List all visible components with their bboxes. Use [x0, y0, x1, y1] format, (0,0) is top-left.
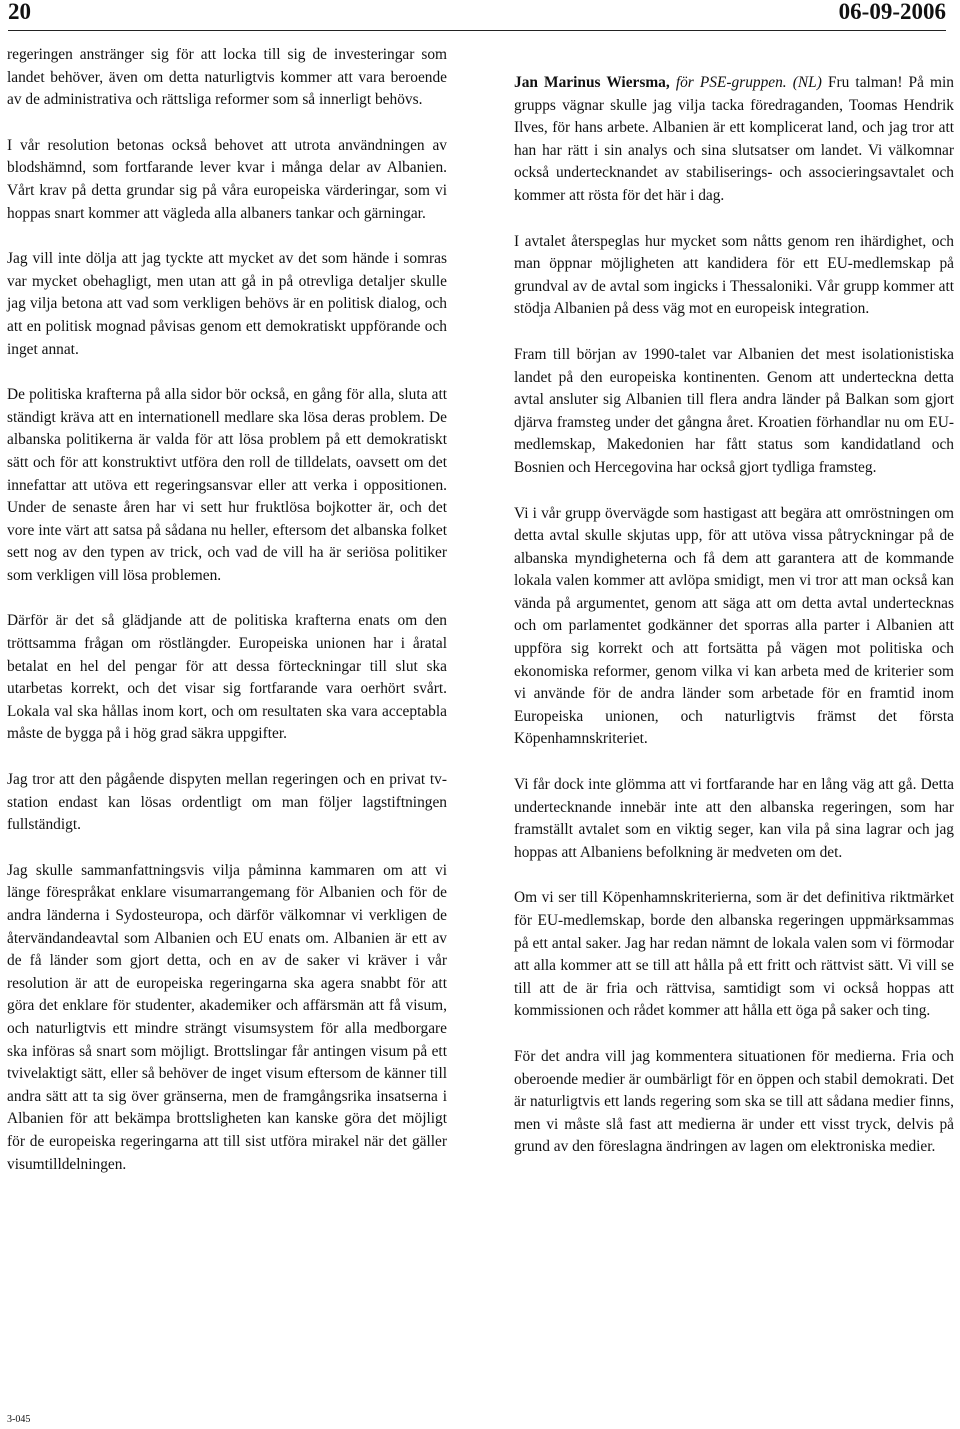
paragraph: I vår resolution betonas också behovet att utrota användningen av blodshämnd, som fortfarande lever kvar i många delar av Albanien. Vårt krav på detta grundar sig på våra europeiska värderingar, som vi hoppas snart kommer att vägleda alla albaners tankar och gärningar.	[7, 136, 447, 222]
paragraph: I avtalet återspeglas hur mycket som nåtts genom ren ihärdighet, och man öppnar möjligheten att kandidera för ett EU-medlemskap på grundval av de avtal som ingicks i Thessaloniki. Vår grupp kommer att stödja Albanien på dess väg mot en europeisk integration.	[514, 232, 954, 318]
paragraph: Om vi ser till Köpenhamnskriterierna, som är det definitiva riktmärket för EU-medlemskap, borde den albanska regeringen uppmärksammas på ett antal saker. Jag har redan nämnt de lokala valen som vi förmodar att alla kommer att se till att hålla på ett fritt och rättvist sätt. Vi vill se till att de är fria och rättvisa, samtidigt som vi också hoppas att kommissionen och rådet kommer att hålla ett öga på saker och ting.	[514, 889, 954, 1020]
paragraph: De politiska krafterna på alla sidor bör också, en gång för alla, sluta att ständigt kräva att en internationell medlare ska lösa deras problem. De albanska politikerna är valda för att lösa problem på ett demokratiskt sätt och för att konstruktivt utföra den roll de tilldelats, oavsett om det innefattar att utöva ett regeringsansvar eller att verka i oppositionen. Under de senaste åren har vi sett hur fruktlösa bojkotter är, och det vore inte värt att satsa på sådana nu heller, eftersom det albanska folket sett nog av den typen av trick, och vad de vill ha är seriösa politiker som verkligen vill lösa problemen.	[7, 386, 447, 584]
paragraph: regeringen anstränger sig för att locka till sig de investeringar som landet behöver, även om detta naturligtvis kommer att vara beroende av de administrativa och rättsliga reformer som så innerligt behövs.	[7, 46, 447, 109]
paragraph: Vi får dock inte glömma att vi fortfarande har en lång väg att gå. Detta undertecknande innebär inte att den albanska regeringen, som har framställt avtalet som en viktig seger, kan vila på sina lagrar och jag hoppas att Albaniens befolkning är medveten om det.	[514, 776, 954, 861]
paragraph: Därför är det så glädjande att de politiska krafterna enats om den tröttsamma frågan om röstlängder. Europeiska unionen har i åratal betalat en hel del pengar för att dessa förteckningar till slut ska utarbetas korrekt, och det visar sig fortfarande vara oerhört svårt. Lokala val ska hållas inom kort, och om resultaten ska vara acceptabla måste de bygga på i hög grad säkra uppgifter.	[7, 612, 447, 743]
speaker-group: för PSE-gruppen. (NL)	[675, 74, 822, 91]
paragraph: För det andra vill jag kommentera situationen för medierna. Fria och oberoende medier är oumbärligt för en öppen och stabil demokrati. Det är naturligtvis ett lands regering som ska se till att sådana medier finns, men vi måste slå fast att medierna är under ett visst tryck, delvis på grund av den föreslagna ändringen av lagen om elektroniska medier.	[514, 1047, 954, 1156]
right-column	[514, 72, 954, 1182]
speaker-paragraph	[514, 72, 954, 208]
speaker-opening: Fru talman! På min grupps vägnar skulle jag vilja tacka föredraganden, Toomas Hendrik Ilves, för hans arbete. Albanien är ett komplicerat land, och jag tror att han har rätt i sin analys och sina slutsatser om landet. Vi välkomnar också undertecknandet av stabiliserings- och associeringsavtalet och kommer att rösta för det här i dag.	[514, 74, 954, 204]
left-column	[7, 44, 447, 1199]
page-date: 06-09-2006	[838, 0, 946, 24]
page-number: 20	[8, 0, 31, 24]
paragraph: Fram till början av 1990-talet var Albanien det mest isolationistiska landet på den europeiska kontinenten. Genom att underteckna detta avtal ansluter sig Albanien till flera andra länder på Balkan som gjort djärva framsteg under det gångna året. Kroatien förhandlar nu om EU-medlemskap, Makedonien har fått status som kandidatland och Bosnien och Hercegovina har också gjort tydliga framsteg.	[514, 345, 954, 476]
paragraph: Jag tror att den pågående dispyten mellan regeringen och en privat tv-station endast kan lösas ordentligt om man följer lagstiftningen fullständigt.	[7, 771, 447, 834]
page-header	[8, 0, 946, 31]
paragraph: Vi i vår grupp övervägde som hastigast att begära att omröstningen om detta avtal skulle skjutas upp, för att utöva vissa påtryckningar på de albanska myndigheterna och få dem att garantera att de kommande lokala valen kommer att avlöpa smidigt, men vi tror att man också kan vända på argumentet, genom att säga att om detta avtal undertecknas och om parlamentet godkänner det sporras alla parter i Albanien att uppföra sig korrekt och att fortsätta på vägen mot politiska och ekonomiska reformer, genom vilka vi kan arbeta med de kriterier som vi använde för de andra länder som arbetade för en framtid inom Europeiska unionen, och naturligtvis främst det första Köpenhamnskriteriet.	[514, 504, 954, 748]
paragraph: Jag skulle sammanfattningsvis vilja påminna kammaren om att vi länge förespråkat enklare visumarrangemang för Albanien och för de andra länderna i Sydosteuropa, och därför välkomnar vi verkligen de återvändandeavtal som Albanien och EU enats om. Albanien är ett av de få länder som gjort detta, och en av de saker vi kräver i vår resolution är att de europeiska regeringarna ska agera snabbt för att göra det enklare för studenter, akademiker och affärsmän att få visum, och naturligtvis ett mindre strängt visumsystem för alla medborgare ska införas så snart som möjligt. Brottslingar får antingen visum på ett tvivelaktigt sätt, eller så behöver de inget visum eftersom de känner till andra sätt att ta sig över gränserna, men de framgångsrika insatserna i Albanien för att bekämpa brottsligheten kan kanske göra det möjligt för de europeiska regeringarna att till sist utföra mirakel när det gäller visumtilldelningen.	[7, 861, 447, 1173]
document-code: 3-045	[7, 1414, 31, 1425]
paragraph: Jag vill inte dölja att jag tyckte att mycket av det som hände i somras var mycket obehagligt, men utan att gå in på otrevliga detaljer skulle jag vilja betona att vad som verkligen behövs är en politisk dialog, och att en politisk mognad påvisas genom ett demokratiskt uppförande och inget annat.	[7, 250, 447, 358]
speaker-name: Jan Marinus Wiersma,	[514, 74, 670, 91]
